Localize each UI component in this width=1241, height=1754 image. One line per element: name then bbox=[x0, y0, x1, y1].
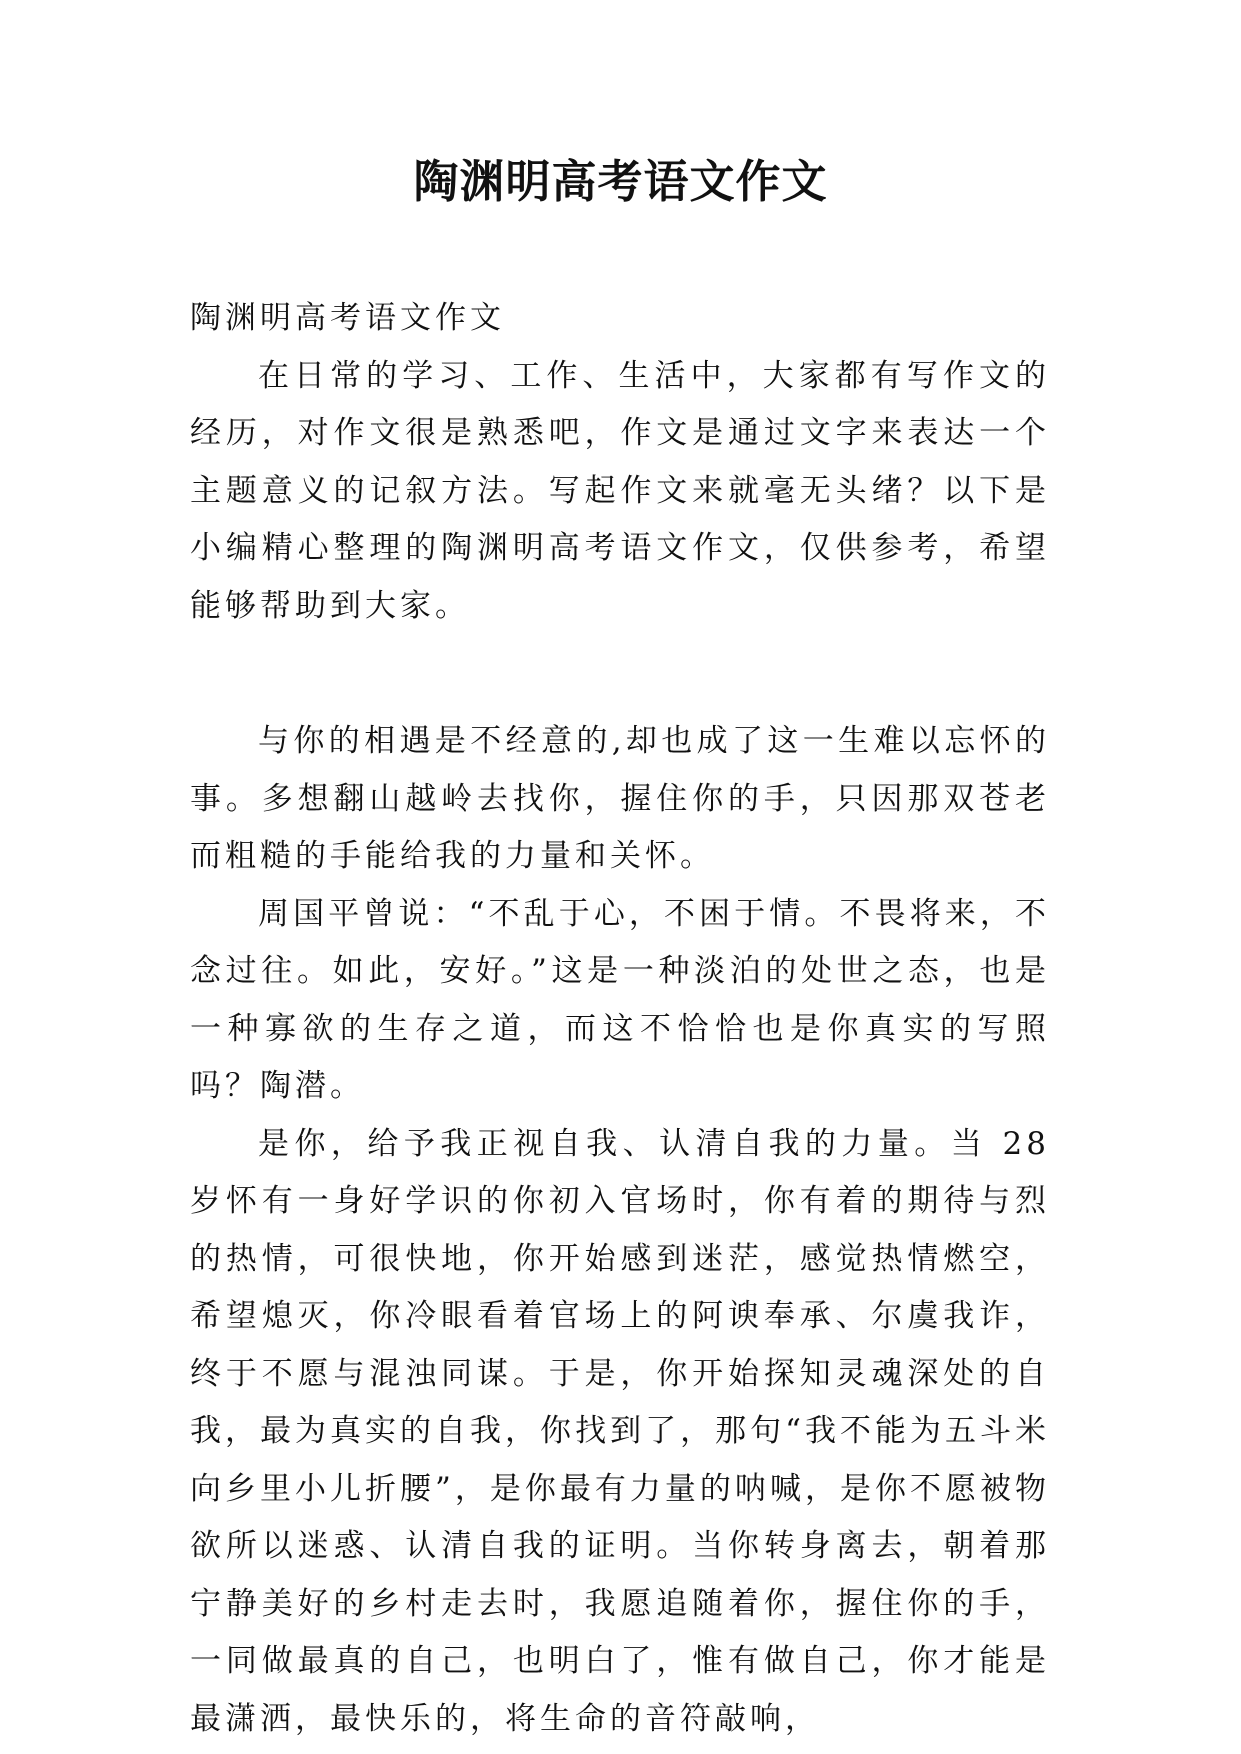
body-paragraph-1: 与你的相遇是不经意的,却也成了这一生难以忘怀的事。多想翻山越岭去找你，握住你的手，只因那双苍老而粗糙的手能给我的力量和关怀。 bbox=[190, 723, 1050, 874]
paragraph-gap bbox=[190, 635, 1050, 713]
body-paragraph-2: 周国平曾说：“不乱于心，不困于情。不畏将来，不念过往。如此，安好。”这是一种淡泊的处世之态，也是一种寡欲的生存之道，而这不恰恰也是你真实的写照吗？陶潜。 bbox=[190, 895, 1050, 1104]
document-body bbox=[190, 290, 1050, 1748]
body-paragraph-3: 是你，给予我正视自我、认清自我的力量。当 28 岁怀有一身好学识的你初入官场时，你有着的期待与烈的热情，可很快地，你开始感到迷茫，感觉热情燃空，希望熄灭，你冷眼看着官场上的阿谀奉承、尔虞我诈，终于不愿与混浊同谋。于是，你开始探知灵魂深处的自我，最为真实的自我，你找到了，那句“我不能为五斗米向乡里小儿折腰”，是你最有力量的呐喊，是你不愿被物欲所以迷惑、认清自我的证明。当你转身离去，朝着那宁静美好的乡村走去时，我愿追随着你，握住你的手，一同做最真的自己，也明白了，惟有做自己，你才能是最潇洒，最快乐的，将生命的音符敲响， bbox=[190, 1125, 1050, 1737]
document-title: 陶渊明高考语文作文 bbox=[413, 155, 828, 208]
document-subtitle: 陶渊明高考语文作文 bbox=[190, 300, 505, 336]
intro-paragraph: 在日常的学习、工作、生活中，大家都有写作文的经历，对作文很是熟悉吧，作文是通过文字来表达一个主题意义的记叙方法。写起作文来就毫无头绪？以下是小编精心整理的陶渊明高考语文作文，仅供参考，希望能够帮助到大家。 bbox=[190, 357, 1050, 624]
